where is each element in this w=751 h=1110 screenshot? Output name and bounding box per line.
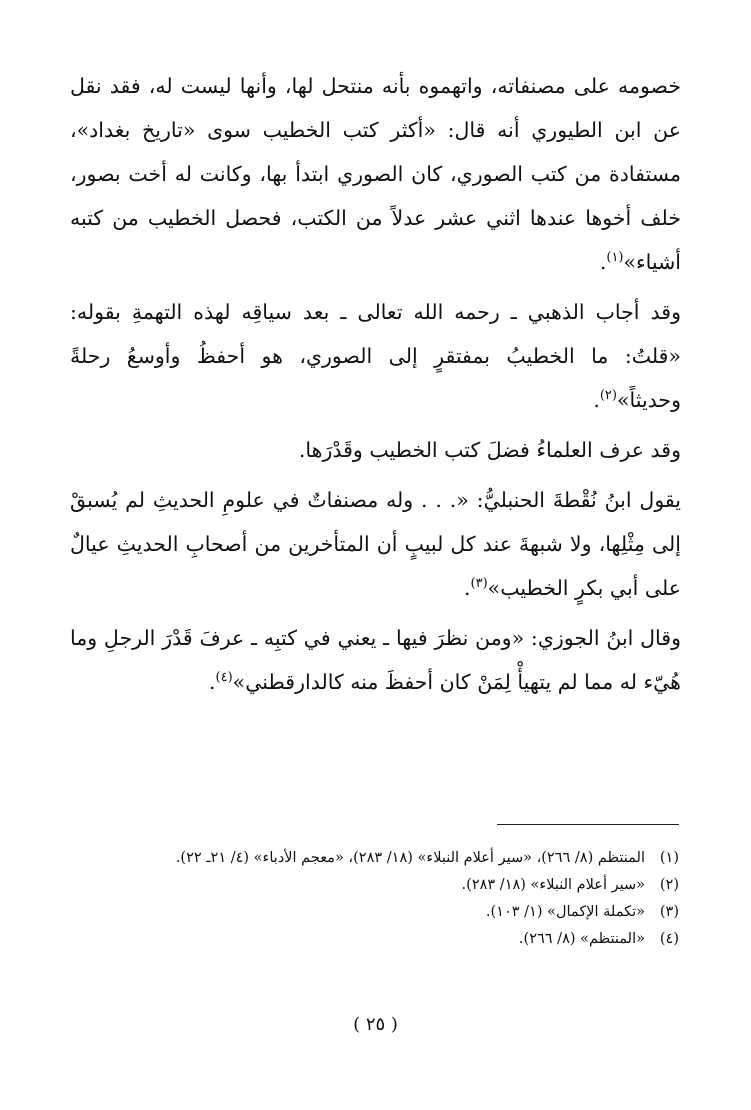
footnote-separator — [497, 824, 679, 825]
paragraph-3 — [70, 428, 681, 472]
footnote-text: «المنتظم» (٨/ ٢٦٦). — [518, 931, 645, 947]
footnote-text: المنتظم (٨/ ٢٦٦)، «سير أعلام النبلاء» (١٨/ ٢٨٣)، «معجم الأدباء» (٤/ ٢١ـ ٢٢). — [175, 850, 645, 866]
footnotes — [70, 845, 679, 953]
paragraph-2 — [70, 290, 681, 422]
paragraph-5 — [70, 616, 681, 704]
footnote-ref-4: (٤) — [215, 670, 233, 686]
footnote-text: «سير أعلام النبلاء» (١٨/ ٢٨٣). — [461, 877, 645, 893]
footnote-ref-2: (٢) — [599, 388, 617, 404]
paragraph-3-text: وقد عرف العلماءُ فضلَ كتب الخطيب وقَدْرَها. — [298, 438, 681, 462]
footnote-number: (٣) — [659, 904, 679, 920]
footnote-4 — [70, 926, 679, 953]
paragraph-5-text: وقال ابنُ الجوزي: «ومن نظرَ فيها ـ يعني في كتبِه ـ عرفَ قَدْرَ الرجلِ وما هُيّء له مما لم يتهيأْ لِمَنْ كان أحفظَ منه كالدارقطني» — [70, 626, 681, 694]
footnote-3 — [70, 899, 679, 926]
paragraph-1-text: خصومه على مصنفاته، واتهموه بأنه منتحل لها، وأنها ليست له، فقد نقل عن ابن الطيوري أنه قال: «أكثر كتب الخطيب سوى «تاريخ بغداد»، مستفادة من كتب الصوري، كان الصوري ابتدأ بها، وكانت له أخت بصور، خلف أخوها عندها اثني عشر عدلاً من الكتب، فحصل الخطيب من كتبه أشياء» — [70, 74, 681, 274]
main-text — [70, 64, 681, 710]
paragraph-4 — [70, 478, 681, 610]
paragraph-1-end: . — [599, 250, 607, 274]
footnote-ref-3: (٣) — [470, 576, 488, 592]
footnote-number: (٢) — [659, 877, 679, 893]
footnote-ref-1: (١) — [606, 250, 624, 266]
footnote-2 — [70, 872, 679, 899]
footnote-number: (١) — [659, 850, 679, 866]
paragraph-2-text: وقد أجاب الذهبي ـ رحمه الله تعالى ـ بعد سياقِه لهذه التهمةِ بقوله: «قلتُ: ما الخطيبُ بمفتقرٍ إلى الصوري، هو أحفظُ وأوسعُ رحلةً وحديثاً» — [70, 300, 681, 412]
paragraph-4-text: يقول ابنُ نُقْطةَ الحنبليُّ: «. . . وله مصنفاتٌ في علومِ الحديثِ لم يُسبقْ إلى مِثْلِها، ولا شبهةَ عند كل لبيبٍ أن المتأخرين من أصحابِ الحديثِ عيالٌ على أبي بكرٍ الخطيب» — [70, 488, 681, 600]
paragraph-2-end: . — [593, 388, 600, 412]
page-number: ( ٢٥ ) — [353, 1014, 398, 1035]
paragraph-5-end: . — [209, 670, 216, 694]
footnote-text: «تكملة الإكمال» (١/ ١٠٣). — [485, 904, 645, 920]
footnote-number: (٤) — [659, 931, 679, 947]
paragraph-1 — [70, 64, 681, 284]
paragraph-4-end: . — [463, 576, 471, 600]
footnote-1 — [70, 845, 679, 872]
